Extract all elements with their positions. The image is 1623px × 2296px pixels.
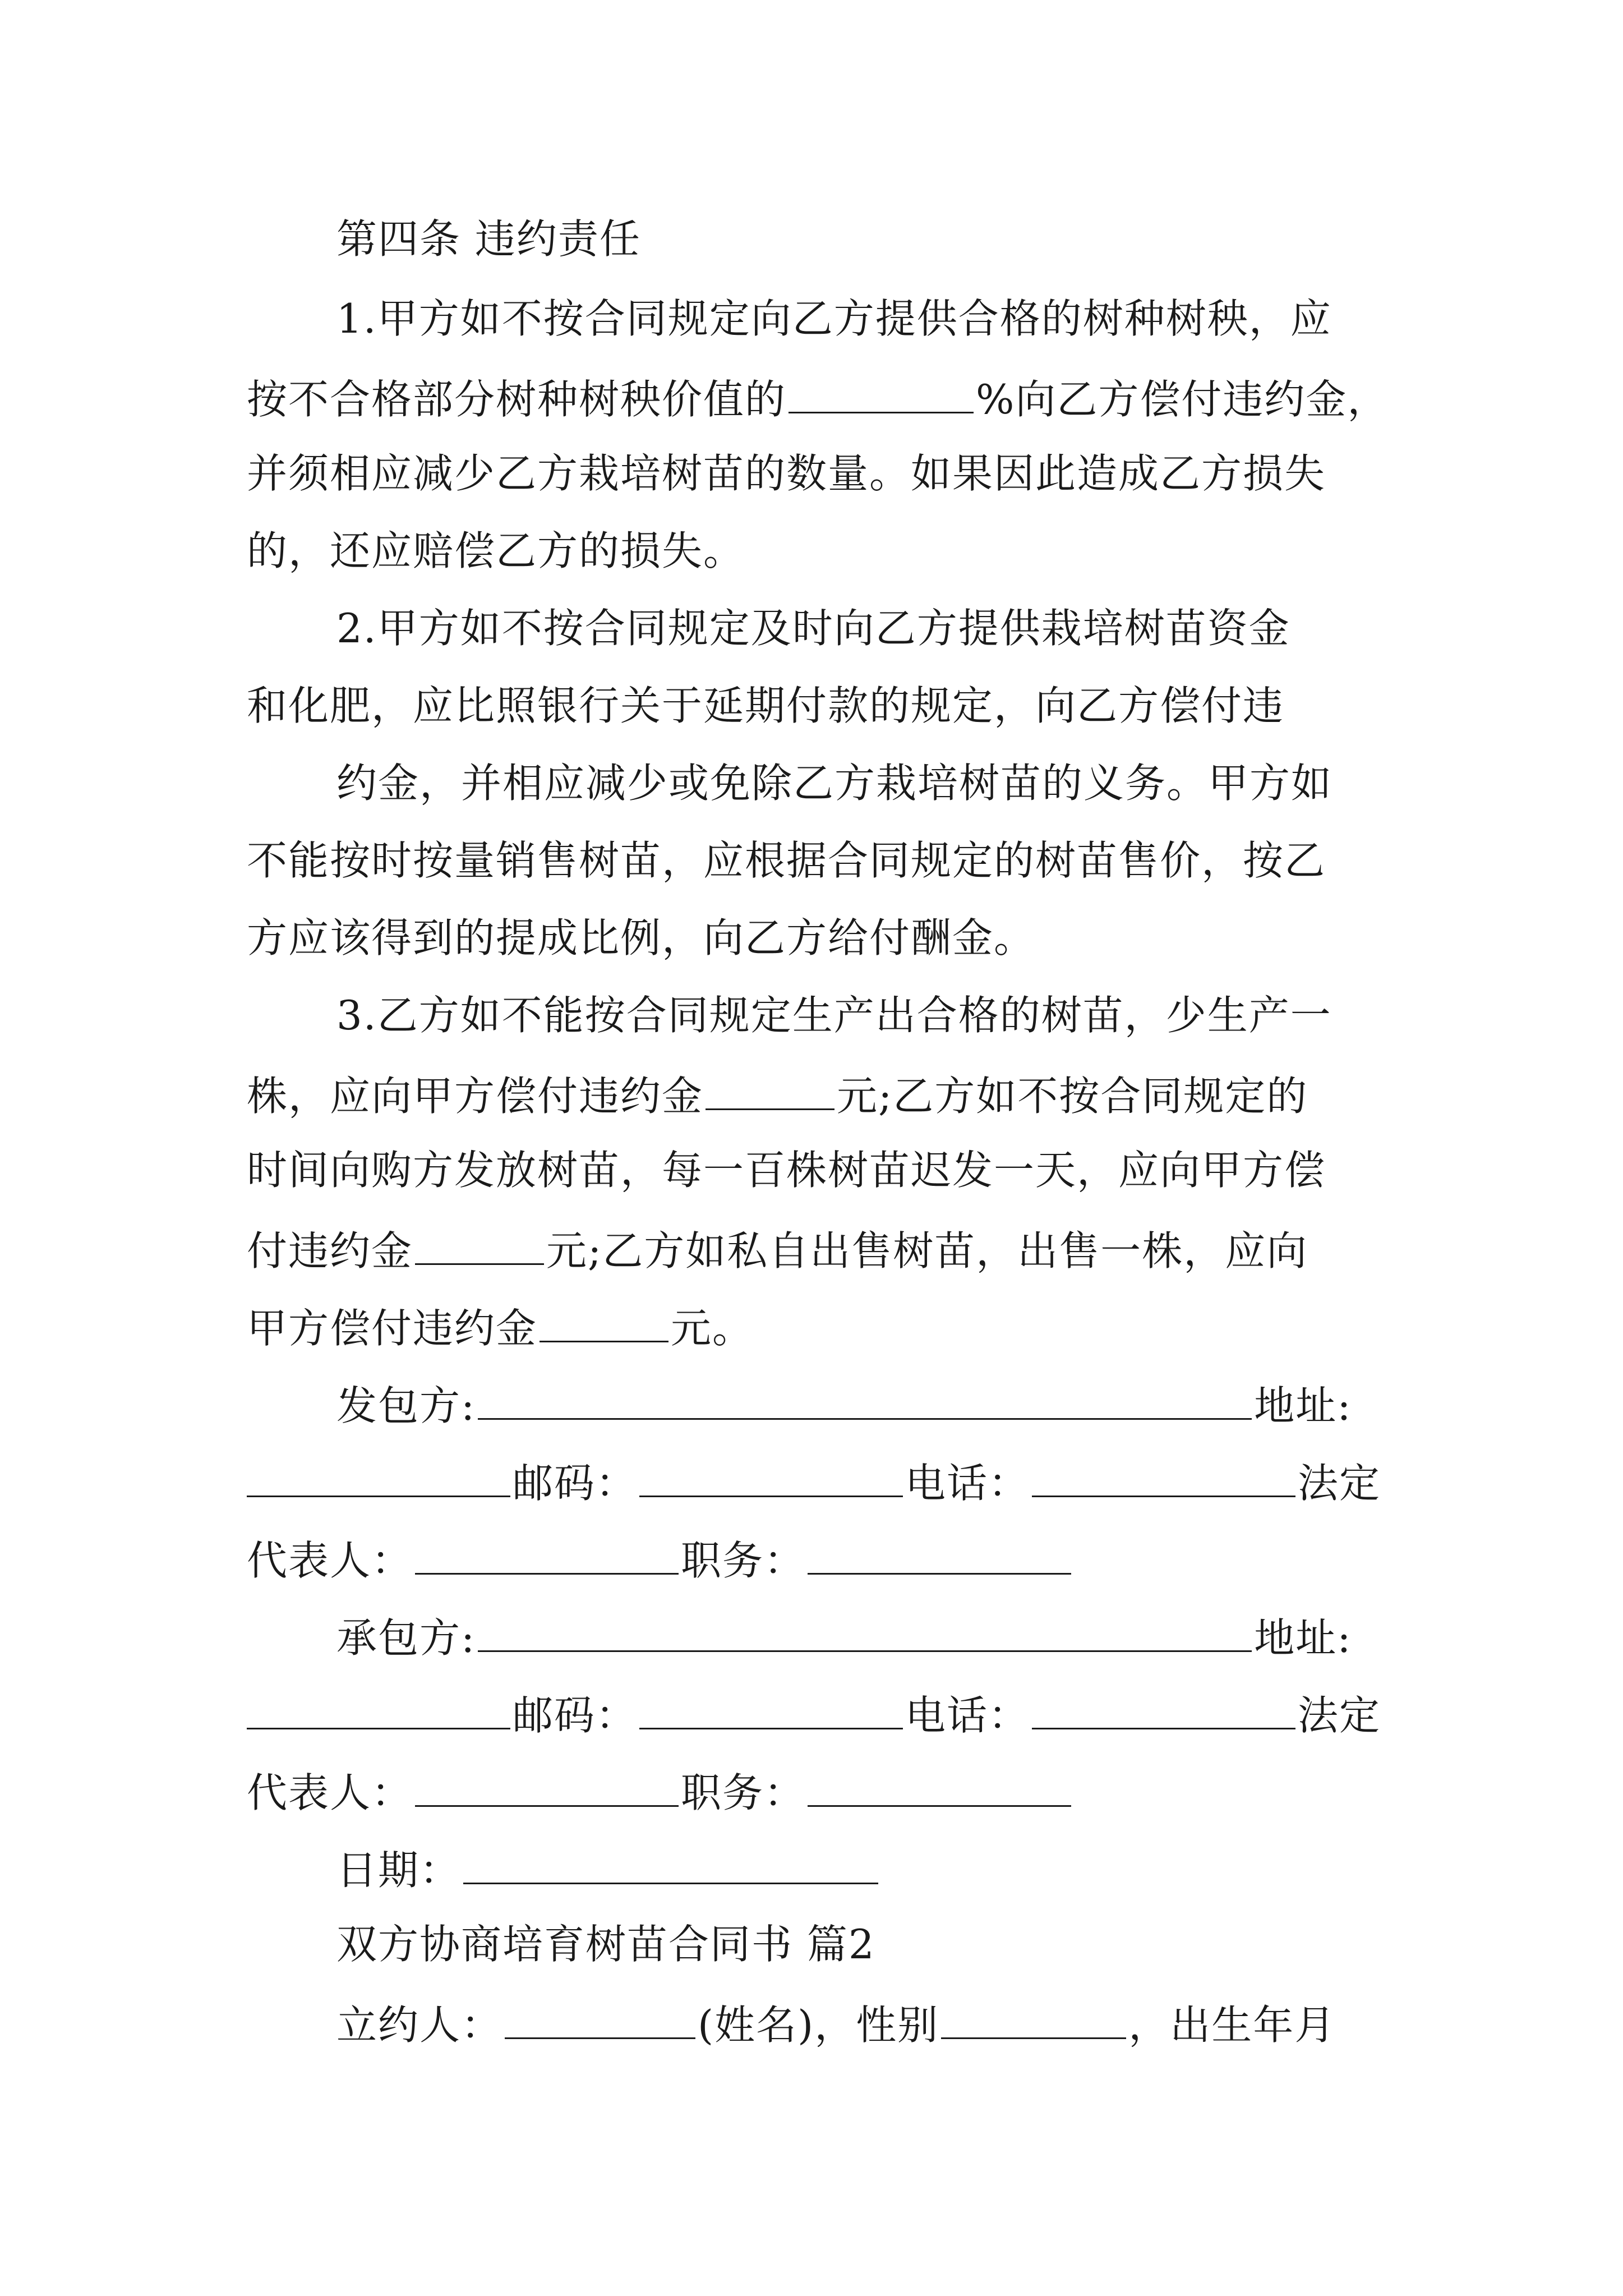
clause-3-line-4: 付违约金 元;乙方如私自出售树苗，出售一株，应向 (247, 1227, 1308, 1274)
party-b-line-1: 承包方: 地址: (336, 1614, 1352, 1662)
clause-3-line-1: 3.乙方如不能按合同规定生产出合格的树苗，少生产一 (336, 992, 1332, 1039)
party-a-address-field[interactable] (247, 1460, 510, 1497)
clause-1-line-3: 并须相应减少乙方栽培树苗的数量。如果因此造成乙方损失 (247, 450, 1326, 497)
section-2-line-1: 立约人： (姓名)，性别 ，出生年月 (336, 2001, 1336, 2049)
party-b-position-field[interactable] (808, 1769, 1071, 1807)
clause-1-line-1: 1.甲方如不按合同规定向乙方提供合格的树种树秧，应 (336, 295, 1332, 342)
party-a-position-field[interactable] (808, 1537, 1071, 1575)
clause-1-line-4: 的，还应赔偿乙方的损失。 (247, 527, 745, 574)
party-b-phone-field[interactable] (1032, 1692, 1295, 1729)
clause-3-line-5: 甲方偿付违约金 元。 (247, 1305, 754, 1352)
party-a-line-3: 代表人： 职务： (247, 1537, 1073, 1581)
penalty-blank-3[interactable] (540, 1305, 668, 1342)
article-heading: 第四条 违约责任 (336, 215, 641, 263)
party-b-line-2: 邮码： 电话： 法定 (247, 1692, 1381, 1736)
clause-2-line-2: 和化肥，应比照银行关于延期付款的规定，向乙方偿付违 (247, 682, 1285, 729)
party-a-postcode-field[interactable] (639, 1460, 903, 1497)
clause-2-line-5: 方应该得到的提成比例，向乙方给付酬金。 (247, 914, 1036, 961)
percent-blank[interactable] (789, 376, 974, 413)
clause-3-line-3: 时间向购方发放树苗，每一百株树苗迟发一天，应向甲方偿 (247, 1147, 1326, 1194)
section-2-title: 双方协商培育树苗合同书 篇2 (336, 1921, 875, 1968)
party-b-address-field[interactable] (247, 1692, 510, 1729)
clause-1-line-2: 按不合格部分树种树秧价值的 %向乙方偿付违约金， (247, 376, 1389, 423)
party-a-phone-field[interactable] (1032, 1460, 1295, 1497)
penalty-blank-2[interactable] (415, 1227, 544, 1265)
party-b-postcode-field[interactable] (639, 1692, 903, 1729)
date-field[interactable] (463, 1847, 878, 1884)
party-a-line-2: 邮码： 电话： 法定 (247, 1460, 1381, 1503)
party-b-name-field[interactable] (478, 1614, 1252, 1652)
party-b-representative-field[interactable] (415, 1769, 679, 1807)
party-a-representative-field[interactable] (415, 1537, 679, 1575)
gender-field[interactable] (941, 2001, 1126, 2039)
clause-2-line-1: 2.甲方如不按合同规定及时向乙方提供栽培树苗资金 (336, 605, 1290, 652)
clause-2-line-3: 约金，并相应减少或免除乙方栽培树苗的义务。甲方如 (336, 760, 1333, 807)
party-b-line-3: 代表人： 职务： (247, 1769, 1073, 1813)
clause-3-line-2: 株，应向甲方偿付违约金 元;乙方如不按合同规定的 (247, 1073, 1308, 1120)
penalty-blank-1[interactable] (706, 1073, 834, 1110)
date-line: 日期： (336, 1847, 880, 1890)
party-a-name-field[interactable] (478, 1382, 1252, 1420)
clause-2-line-4: 不能按时按量销售树苗，应根据合同规定的树苗售价，按乙 (247, 837, 1326, 884)
party-a-line-1: 发包方: 地址: (336, 1382, 1352, 1429)
contractor-name-field[interactable] (505, 2001, 695, 2039)
